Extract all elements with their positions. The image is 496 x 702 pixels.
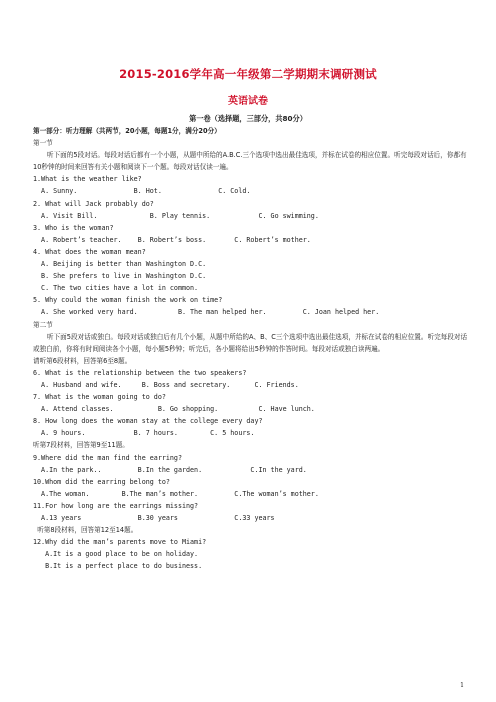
section1-instructions: 听下面的5段对话。每段对话后都有一个小题，从题中所给的A.B.C.三个选项中选出最佳选项，并标在试卷的相应位置。听完每段对话后，你都有10秒钟的时间来回答有关小题和阅读下一个题。每段对话仅读一遍。 xyxy=(33,151,467,172)
page-number: 1 xyxy=(460,682,464,689)
question-10-options: A.The woman. B.The man’s mother. C.The woman’s mother. xyxy=(33,489,319,498)
question-8-options: A. 9 hours. B. 7 hours. C. 5 hours. xyxy=(33,429,255,438)
section2-label: 第二节 xyxy=(33,320,53,329)
question-9-options: A.In the park.. B.In the garden. C.In the yard. xyxy=(33,465,307,474)
question-7-options: A. Attend classes. B. Go shopping. C. Have lunch. xyxy=(33,405,315,414)
part-heading: 第一部分：听力理解（共两节，20小题，每题1分，满分20分） xyxy=(33,127,221,135)
material-6-note: 请听第6段材料，回答第6至8题。 xyxy=(33,356,132,365)
question-5-options: A. She worked very hard. B. The man helped her. C. Joan helped her. xyxy=(33,308,380,317)
question-12: 12.Why did the man’s parents move to Miami? xyxy=(33,538,207,547)
exam-title: 2015-2016学年高一年级第二学期期末调研测试 xyxy=(119,67,377,81)
question-10: 10.Whom did the earring belong to? xyxy=(33,477,170,486)
volume-heading: 第一卷（选择题，三部分，共80分） xyxy=(189,114,307,123)
exam-body xyxy=(33,125,468,572)
question-3: 3. Who is the woman? xyxy=(33,223,114,232)
question-11-options: A.13 years B.30 years C.33 years xyxy=(33,514,275,522)
exam-subtitle: 英语试卷 xyxy=(228,96,268,107)
question-7: 7. What is the woman going to do? xyxy=(33,393,166,402)
question-12-option-b: B.It is a perfect place to do business. xyxy=(33,562,203,571)
section1-label: 第一节 xyxy=(33,139,53,148)
question-6: 6. What is the relationship between the two speakers? xyxy=(33,368,247,377)
question-2-options: A. Visit Bill. B. Play tennis. C. Go swimming. xyxy=(33,211,319,220)
material-8-note: 听第8段材料，回答第12至14题。 xyxy=(33,526,138,535)
question-1-options: A. Sunny. B. Hot. C. Cold. xyxy=(33,187,251,196)
question-4: 4. What does the woman mean? xyxy=(33,247,146,256)
question-3-options: A. Robert’s teacher. B. Robert’s boss. C. Robert’s mother. xyxy=(33,235,311,244)
question-8: 8. How long does the woman stay at the college every day? xyxy=(33,417,263,426)
question-4-option-a: A. Beijing is better than Washington D.C. xyxy=(33,260,207,269)
question-1: 1.What is the weather like? xyxy=(33,175,142,184)
question-4-option-c: C. The two cities have a lot in common. xyxy=(33,284,199,293)
question-4-option-b: B. She prefers to live in Washington D.C. xyxy=(33,272,207,281)
question-11: 11.For how long are the earrings missing? xyxy=(33,501,199,510)
question-12-option-a: A.It is a good place to be on holiday. xyxy=(33,550,199,559)
question-2: 2. What will Jack probably do? xyxy=(33,199,154,208)
question-9: 9.Where did the man find the earring? xyxy=(33,453,182,462)
material-7-note: 听第7段材料，回答第9至11题。 xyxy=(33,441,129,450)
section2-instructions: 听下面5段对话或独白。每段对话或独白后有几个小题，从题中所给的A、B、C三个选项中选出最佳选项，并标在试卷的相应位置。听完每段对话或独白前，你将有时间阅读各个小题，每小题5秒钟；听完后，各小题将给出5秒钟的作答时间。每段对话或独白读两遍。 xyxy=(33,332,468,353)
question-6-options: A. Husband and wife. B. Boss and secretary. C. Friends. xyxy=(33,380,299,389)
question-5: 5. Why could the woman finish the work on time? xyxy=(33,296,223,305)
